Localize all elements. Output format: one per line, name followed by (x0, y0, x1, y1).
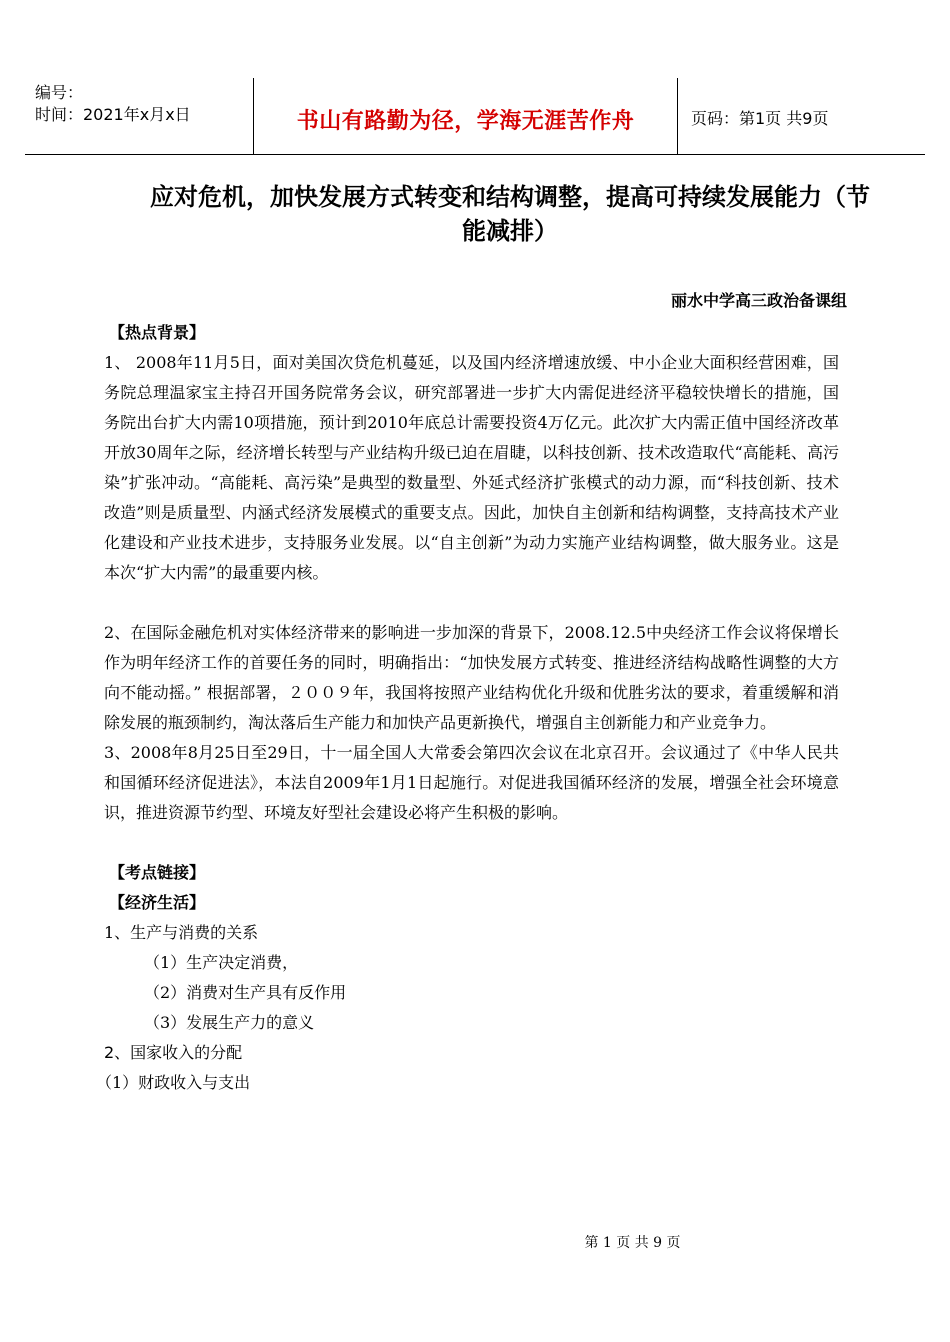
outline-item-1c: （3）发展生产力的意义 (144, 1013, 315, 1032)
section-economic-life: 【经济生活】 (109, 893, 206, 912)
page-header (25, 78, 925, 155)
motto: 书山有路勤为径，学海无涯苦作舟 (296, 109, 635, 134)
header-meta (35, 82, 257, 126)
author: 丽水中学高三政治备课组 (670, 291, 847, 310)
paragraph-2: 2、在国际金融危机对实体经济带来的影响进一步加深的背景下，2008.12.5中央经济工作会议将保增长作为明年经济工作的首要任务的同时，明确指出：“加快发展方式转变、推进经济结构战略性调整的大方向不能动摇。” 根据部署，２００９年，我国将按照产业结构优化升级和优胜劣汰的要求，着重缓解和消除发展的瓶颈制约，淘汰落后生产能力和加快产品更新换代，增强自主创新能力和产业竞争力。 (104, 623, 839, 732)
page-footer: 第 1 页 共 9 页 (584, 1235, 681, 1251)
header-page-info: 页码：第1页 共9页 (691, 109, 829, 128)
header-motto-cell (253, 78, 678, 154)
outline-item-1: 1、生产与消费的关系 (104, 923, 259, 942)
outline-item-2a: （1）财政收入与支出 (96, 1073, 251, 1092)
document-title: 应对危机，加快发展方式转变和结构调整，提高可持续发展能力（节能减排） (150, 183, 870, 245)
paragraph-3: 3、2008年8月25日至29日，十一届全国人大常委会第四次会议在北京召开。会议通过了《中华人民共和国循环经济促进法》，本法自2009年1月1日起施行。对促进我国循环经济的发展，增强全社会环境意识，推进资源节约型、环境友好型社会建设必将产生积极的影响。 (104, 743, 839, 822)
outline-item-1a: （1）生产决定消费， (144, 953, 299, 972)
document-body (96, 318, 839, 1098)
section-exam-links: 【考点链接】 (109, 863, 206, 882)
serial-label: 编号： (35, 83, 84, 102)
outline-item-2: 2、国家收入的分配 (104, 1043, 243, 1062)
section-hot-background: 【热点背景】 (109, 323, 206, 342)
outline-item-1b: （2）消费对生产具有反作用 (144, 983, 347, 1002)
time-label: 时间：2021年x月x日 (35, 105, 191, 124)
paragraph-1: 1、 2008年11月5日，面对美国次贷危机蔓延，以及国内经济增速放缓、中小企业大面积经营困难，国务院总理温家宝主持召开国务院常务会议，研究部署进一步扩大内需促进经济平稳较快增长的措施，国务院出台扩大内需10项措施，预计到2010年底总计需要投资4万亿元。此次扩大内需正值中国经济改革开放30周年之际，经济增长转型与产业结构升级已迫在眉睫，以科技创新、技术改造取代“高能耗、高污染”扩张冲动。“高能耗、高污染”是典型的数量型、外延式经济扩张模式的动力源，而“科技创新、技术改造”则是质量型、内涵式经济发展模式的重要支点。因此，加快自主创新和结构调整，支持高技术产业化建设和产业技术进步，支持服务业发展。以“自主创新”为动力实施产业结构调整，做大服务业。这是本次“扩大内需”的最重要内核。 (104, 353, 839, 582)
